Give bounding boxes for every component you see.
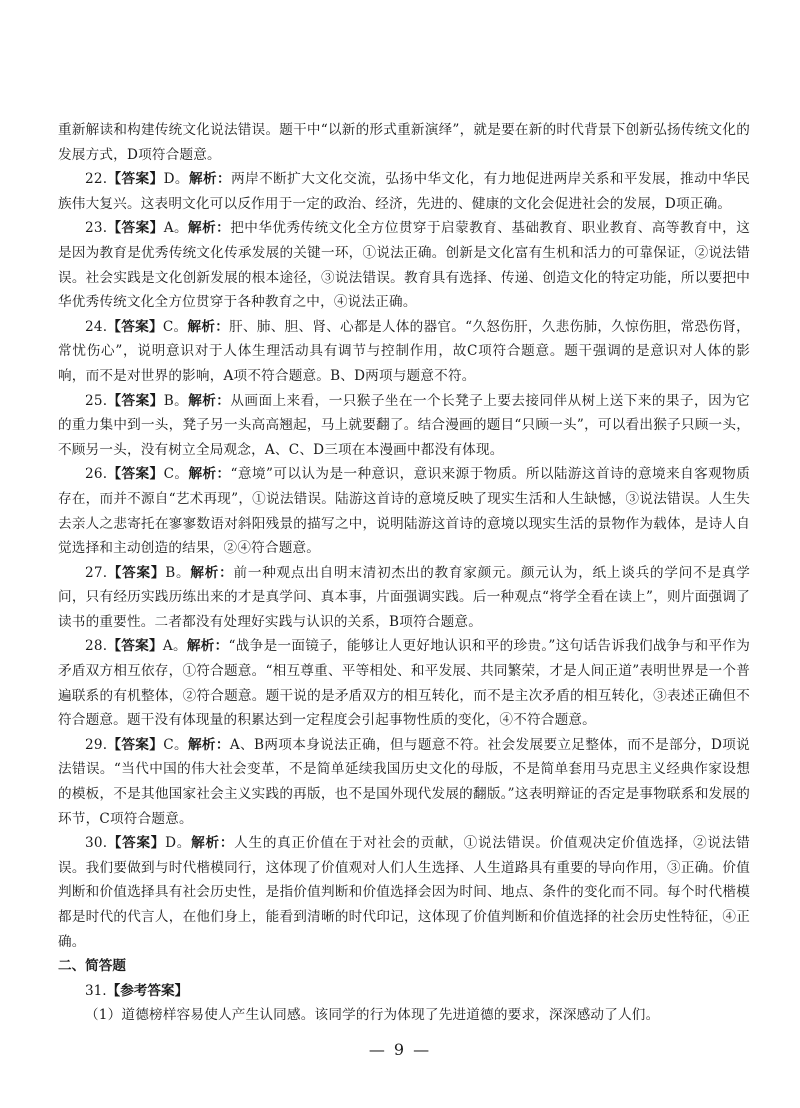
answer-27 xyxy=(58,561,750,635)
answer-choice: C。 xyxy=(163,466,189,483)
answer-number: 25. xyxy=(85,392,108,409)
document-body xyxy=(58,118,750,1028)
explain-tag: 解析： xyxy=(188,220,231,237)
answer-tag: 【答案】 xyxy=(107,835,166,852)
explain-text: 肝、肺、胆、肾、心都是人体的器官。“久怒伤肝，久悲伤肺，久惊伤胆，常恐伤肾，常忧伤心”，说明意识对于人体生理活动具有调节与控制作用，故C项符合题意。题干强调的是意识对人体的影响，而不是对世界的影响，A项不符合题意。B、D两项与题意不符。 xyxy=(58,318,750,384)
explain-text: A、B两项本身说法正确，但与题意不符。社会发展要立足整体，而不是部分，D项说法错误。“当代中国的伟大社会变革，不是简单延续我国历史文化的母版，不是简单套用马克思主义经典作家设想的模板，不是其他国家社会主义实践的再版，也不是国外现代发展的翻版。”这表明辩证的否定是事物联系和发展的环节，C项符合题意。 xyxy=(58,736,750,827)
explain-tag: 解析： xyxy=(187,736,230,753)
explain-tag: 解析： xyxy=(187,318,230,335)
answer-29 xyxy=(58,733,750,831)
q31-tag: 【参考答案】 xyxy=(106,982,189,999)
answer-tag: 【答案】 xyxy=(107,638,163,655)
answer-24 xyxy=(58,315,750,389)
explain-text: 把中华优秀传统文化全方位贯穿于启蒙教育、基础教育、职业教育、高等教育中，这是因为教育是优秀传统文化传承发展的关键一环，①说法正确。创新是文化富有生机和活力的可靠保证，②说法错误。社会实践是文化创新发展的根本途径，③说法错误。教育具有选择、传递、创造文化的特定功能，所以要把中华优秀传统文化全方位贯穿于各种教育之中，④说法正确。 xyxy=(58,220,750,311)
q31-heading xyxy=(58,979,750,1004)
explain-text: 从画面上来看，一只猴子坐在一个长凳子上要去接同伴从树上送下来的果子，因为它的重力集中到一头，凳子另一头高高翘起，马上就要翻了。结合漫画的题目“只顾一头”，可以看出猴子只顾一头，不顾另一头，没有树立全局观念，A、C、D三项在本漫画中都没有体现。 xyxy=(58,392,750,458)
section-title: 二、简答题 xyxy=(58,958,126,975)
answer-tag: 【答案】 xyxy=(107,318,163,335)
answer-choice: A。 xyxy=(163,220,189,237)
answer-30 xyxy=(58,831,750,954)
explain-text: 两岸不断扩大文化交流，弘扬中华文化，有力地促进两岸关系和平发展，推动中华民族伟大复兴。这表明文化可以反作用于一定的政治、经济，先进的、健康的文化会促进社会的发展，D项正确。 xyxy=(58,171,750,212)
answer-tag: 【答案】 xyxy=(107,466,164,483)
answer-choice: C。 xyxy=(162,318,188,335)
answer-choice: D。 xyxy=(163,171,189,188)
answer-number: 24. xyxy=(85,318,108,335)
answer-25 xyxy=(58,389,750,463)
answer-number: 26. xyxy=(85,466,108,483)
answer-number: 28. xyxy=(85,638,108,655)
answer-number: 27. xyxy=(85,564,108,581)
answer-number: 29. xyxy=(85,736,108,753)
intro-paragraph: 重新解读和构建传统文化说法错误。题干中“以新的形式重新演绎”，就是要在新的时代背景下创新弘扬传统文化的发展方式，D项符合题意。 xyxy=(58,122,750,163)
page-number: — 9 — xyxy=(368,1040,432,1059)
explain-tag: 解析： xyxy=(188,466,231,483)
answer-choice: B。 xyxy=(163,392,189,409)
answer-tag: 【答案】 xyxy=(107,220,164,237)
answer-28 xyxy=(58,634,750,732)
answer-list xyxy=(58,167,750,954)
answer-22 xyxy=(58,167,750,216)
answer-tag: 【答案】 xyxy=(107,392,164,409)
explain-text: 人生的真正价值在于对社会的贡献，①说法错误。价值观决定价值选择，②说法错误。我们要做到与时代楷模同行，这体现了价值观对人们人生选择、人生道路具有重要的导向作用，③正确。价值判断和价值选择具有社会历史性，是指价值判断和价值选择会因为时间、地点、条件的变化而不同。每个时代楷模都是时代的代言人，在他们身上，能看到清晰的时代印记，这体现了价值判断和价值选择的社会历史性特征，④正确。 xyxy=(58,835,750,950)
explain-text: “战争是一面镜子，能够让人更好地认识和平的珍贵。”这句话告诉我们战争与和平作为矛盾双方相互依存，①符合题意。“相互尊重、平等相处、和平发展、共同繁荣，才是人间正道”表明世界是一个普遍联系的有机整体，②符合题意。题干说的是矛盾双方的相互转化，而不是主次矛盾的相互转化，③表述正确但不符合题意。题干没有体现量的积累达到一定程度会引起事物性质的变化，④不符合题意。 xyxy=(58,638,750,729)
answer-26 xyxy=(58,462,750,560)
q31-part1: （1）道德榜样容易使人产生认同感。该同学的行为体现了先进道德的要求，深深感动了人们。 xyxy=(85,1007,660,1024)
answer-choice: D。 xyxy=(165,835,192,852)
explain-tag: 解析： xyxy=(188,392,231,409)
answer-tag: 【答案】 xyxy=(107,564,166,581)
explain-tag: 解析： xyxy=(191,835,235,852)
answer-choice: B。 xyxy=(165,564,191,581)
answer-number: 22. xyxy=(85,171,108,188)
explain-tag: 解析： xyxy=(190,564,234,581)
q31-number: 31. xyxy=(85,982,107,999)
answer-number: 23. xyxy=(85,220,108,237)
answer-choice: A。 xyxy=(162,638,187,655)
explain-text: 前一种观点出自明末清初杰出的教育家颜元。颜元认为，纸上谈兵的学问不是真学问，只有经历实践历练出来的才是真学问、真本事，片面强调实践。后一种观点“将学全看在读上”，则片面强调了读书的重要性。二者都没有处理好实践与认识的关系，B项符合题意。 xyxy=(58,564,750,630)
answer-choice: C。 xyxy=(163,736,188,753)
explain-text: “意境”可以认为是一种意识，意识来源于物质。所以陆游这首诗的意境来自客观物质存在，而并不源自“艺术再现”，①说法错误。陆游这首诗的意境反映了现实生活和人生缺憾，③说法错误。人生失去亲人之悲寄托在寥寥数语对斜阳残景的描写之中，说明陆游这首诗的意境以现实生活的景物作为载体，是诗人自觉选择和主动创造的结果，②④符合题意。 xyxy=(58,466,751,557)
answer-tag: 【答案】 xyxy=(107,171,164,188)
answer-tag: 【答案】 xyxy=(107,736,164,753)
answer-23 xyxy=(58,216,750,314)
explain-tag: 解析： xyxy=(186,638,229,655)
answer-number: 30. xyxy=(85,835,108,852)
explain-tag: 解析： xyxy=(188,171,232,188)
